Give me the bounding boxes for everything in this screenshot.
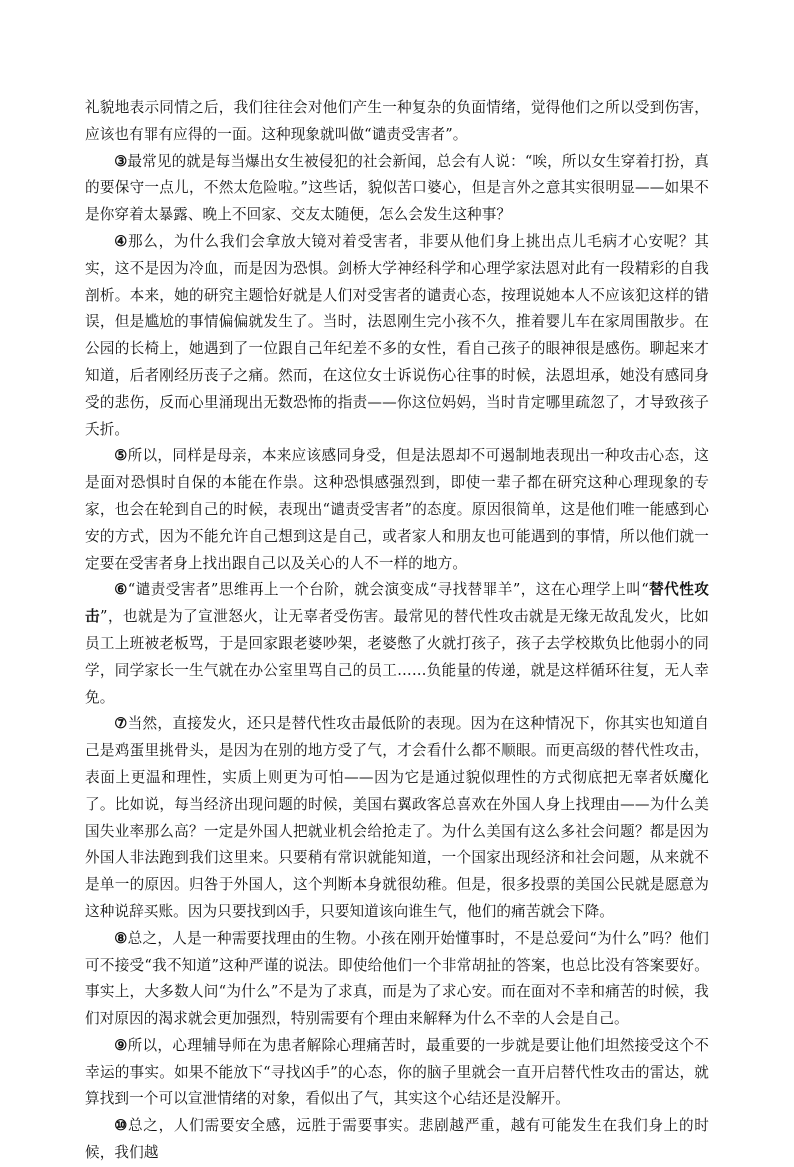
paragraph-text-cont: ”，也就是为了宣泄怒火，让无辜者受伤害。最常见的替代性攻击就是无缘无故乱发火，比如员工上班被老板骂，于是回家跟老婆吵架，老婆憋了火就打孩子，孩子去学校欺负比他弱小的同学，同学家长一生气就在办公室里骂自己的员工……负能量的传递，就是这样循环往复，无人幸免。 (85, 608, 709, 706)
paragraph-8 (85, 926, 709, 1033)
paragraph-10 (85, 1113, 709, 1167)
paragraph-4 (85, 229, 709, 443)
paragraph-text: 礼貌地表示同情之后，我们往往会对他们产生一种复杂的负面情绪，觉得他们之所以受到伤害，应该也有罪有应得的一面。这种现象就叫做“谴责受害者”。 (85, 99, 709, 143)
paragraph-text: 所以，同样是母亲，本来应该感同身受，但是法恩却不可遏制地表现出一种攻击心态，这是面对恐惧时自保的本能在作祟。这种恐惧感强烈到，即使一辈子都在研究这种心理现象的专家，也会在轮到自己的时候，表现出“谴责受害者”的态度。原因很简单，这是他们唯一能感到心安的方式，因为不能允许自己想到这是自己，或者家人和朋友也可能遇到的事情，所以他们就一定要在受害者身上找出跟自己以及关心的人不一样的地方。 (85, 447, 709, 572)
paragraph-number: ④ (114, 232, 128, 250)
paragraph-number: ⑥ (114, 581, 128, 599)
paragraph-text: 总之，人是一种需要找理由的生物。小孩在刚开始懂事时，不是总爱问“为什么”吗？他们可不接受“我不知道”这种严谨的说法。即使给他们一个非常胡扯的答案，也总比没有答案要好。事实上，大多数人问“为什么”不是为了求真，而是为了求心安。而在面对不幸和痛苦的时候，我们对原因的渴求就会更加强烈，特别需要有个理由来解释为什么不幸的人会是自己。 (85, 929, 709, 1028)
paragraph-6 (85, 577, 709, 711)
paragraph-3 (85, 149, 709, 229)
paragraph-text: 总之，人们需要安全感，远胜于需要事实。悲剧越严重，越有可能发生在我们身上的时候，我们越 (85, 1117, 709, 1162)
paragraph-number: ⑤ (114, 447, 128, 465)
paragraph-5 (85, 443, 709, 577)
paragraph-number: ⑧ (114, 929, 128, 947)
paragraph-text: 最常见的就是每当爆出女生被侵犯的社会新闻，总会有人说：“唉，所以女生穿着打扮，真的要保守一点儿，不然太危险啦。”这些话，貌似苦口婆心，但是言外之意其实很明显——如果不是你穿着太暴露、晚上不回家、交友太随便，怎么会发生这种事？ (85, 152, 710, 224)
paragraph-number: ⑩ (114, 1117, 128, 1135)
bold-term: 替代性攻击 (85, 581, 709, 626)
document-page (85, 95, 709, 1167)
paragraph-text: 当然，直接发火，还只是替代性攻击最低阶的表现。因为在这种情况下，你其实也知道自己是鸡蛋里挑骨头，是因为在别的地方受了气，才会看什么都不顺眼。而更高级的替代性攻击，表面上更温和理性，实质上则更为可怕——因为它是通过貌似理性的方式彻底把无辜者妖魔化了。比如说，每当经济出现问题的时候，美国右翼政客总喜欢在外国人身上找理由——为什么美国失业率那么高？一定是外国人把就业机会给抢走了。为什么美国有这么多社会问题？都是因为外国人非法跑到我们这里来。只要稍有常识就能知道，一个国家出现经济和社会问题，从来就不是单一的原因。归咎于外国人，这个判断本身就很幼稚。但是，很多投票的美国公民就是愿意为这种说辞买账。因为只要找到凶手，只要知道该向谁生气，他们的痛苦就会下降。 (85, 715, 709, 920)
paragraph-9 (85, 1033, 709, 1113)
paragraph-text: “谴责受害者”思维再上一个台阶，就会演变成“寻找替罪羊”，这在心理学上叫“ (127, 581, 649, 599)
paragraph-number: ⑦ (114, 715, 128, 733)
paragraph-number: ③ (114, 152, 128, 170)
paragraph-7 (85, 711, 709, 925)
paragraph-text: 那么，为什么我们会拿放大镜对着受害者，非要从他们身上挑出点儿毛病才心安呢？其实，这不是因为冷血，而是因为恐惧。剑桥大学神经科学和心理学家法恩对此有一段精彩的自我剖析。本来，她的研究主题恰好就是人们对受害者的谴责心态，按理说她本人不应该犯这样的错误，但是尴尬的事情偏偏就发生了。当时，法恩刚生完小孩不久，推着婴儿车在家周围散步。在公园的长椅上，她遇到了一位跟自己年纪差不多的女性，看自己孩子的眼神很是感伤。聊起来才知道，后者刚经历丧子之痛。然而，在这位女士诉说伤心往事的时候，法恩坦承，她没有感同身受的悲伤，反而心里涌现出无数恐怖的指责——你这位妈妈，当时肯定哪里疏忽了，才导致孩子夭折。 (85, 232, 709, 438)
paragraph-text: 所以，心理辅导师在为患者解除心理痛苦时，最重要的一步就是要让他们坦然接受这个不幸运的事实。如果不能放下“寻找凶手”的心态，你的脑子里就会一直开启替代性攻击的雷达，就算找到一个可以宣泄情绪的对象，看似出了气，其实这个心结还是没解开。 (85, 1036, 709, 1108)
paragraph-continuation (85, 95, 709, 149)
paragraph-number: ⑨ (114, 1036, 128, 1054)
